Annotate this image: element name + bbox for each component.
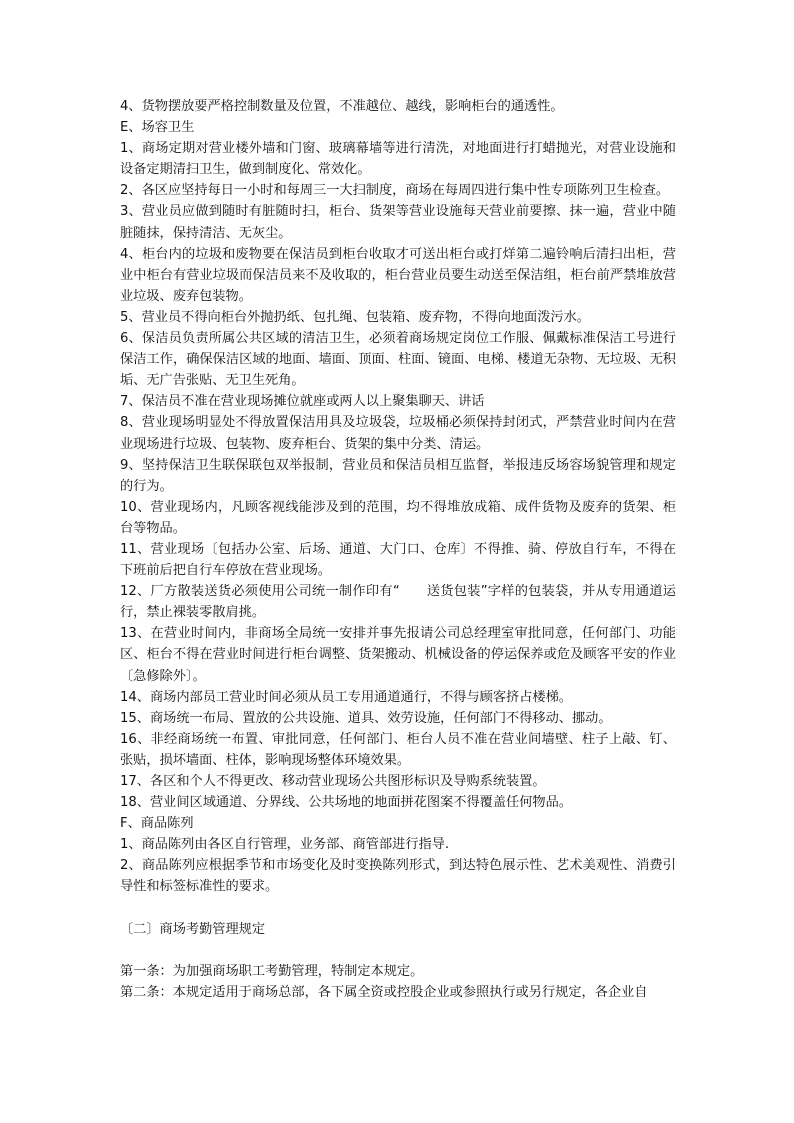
blank-line [120,898,676,919]
paragraph: 15、商场统一布局、置放的公共设施、道具、效劳设施，任何部门不得移动、挪动。 [120,710,612,726]
blank-line [120,940,676,961]
paragraph: 12、厂方散装送货必须使用公司统一制作印有“ 送货包装”字样的包装袋，并从专用通道运行，禁止裸装零散肩挑。 [120,584,676,621]
paragraph: 2、商品陈列应根据季节和市场变化及时变换陈列形式，到达特色展示性、艺术美观性、消费引导性和标签标准性的要求。 [120,858,676,895]
paragraph: 1、商品陈列由各区自行管理，业务部、商管部进行指导. [120,837,450,853]
paragraph: 第二条：本规定适用于商场总部，各下属全资或控股企业或参照执行或另行规定，各企业自 [120,984,648,1000]
paragraph: 7、保洁员不准在营业现场摊位就座或两人以上聚集聊天、讲话 [120,394,485,410]
paragraph: 17、各区和个人不得更改、移动营业现场公共图形标识及导购系统装置。 [120,774,546,789]
paragraph: 4、货物摆放要严格控制数量及位置，不准越位、越线，影响柜台的通透性。 [120,99,564,114]
paragraph: 8、营业现场明显处不得放置保洁用具及垃圾袋，垃圾桶必须保持封闭式，严禁营业时间内在营业现场进行垃圾、包装物、废弃柜台、货架的集中分类、清运。 [120,415,676,452]
paragraph: 4、柜台内的垃圾和废物要在保洁员到柜台收取才可送出柜台或打烊第二遍铃响后清扫出柜，营业中柜台有营业垃圾而保洁员来不及收取的，柜台营业员要生动送至保洁组，柜台前严禁堆放营业垃圾、废弃包装物。 [120,246,676,304]
paragraph: 5、营业员不得向柜台外抛扔纸、包扎绳、包装箱、废弃物，不得向地面泼污水。 [120,309,590,325]
document-body [120,96,676,1003]
paragraph: 13、在营业时间内，非商场全局统一安排并事先报请公司总经理室审批同意，任何部门、功能区、柜台不得在营业时间进行柜台调整、货架搬动、机械设备的停运保养或危及顾客平安的作业〔急修除外〕。 [120,626,676,684]
section-heading-f: F、商品陈列 [120,816,194,832]
paragraph: 6、保洁员负责所属公共区域的清洁卫生，必须着商场规定岗位工作服、佩戴标准保洁工号进行保洁工作，确保保洁区域的地面、墙面、顶面、柱面、镜面、电梯、楼道无杂物、无垃圾、无积垢、无广告张贴、无卫生死角。 [120,331,676,389]
paragraph: 16、非经商场统一布置、审批同意，任何部门、柜台人员不准在营业间墙壁、柱子上敲、钉、张贴，损坏墙面、柱体，影响现场整体环境效果。 [120,731,676,768]
paragraph: 14、商场内部员工营业时间必须从员工专用通道通行，不得与顾客挤占楼梯。 [120,689,572,705]
paragraph: 18、营业间区域通道、分界线、公共场地的地面拼花图案不得覆盖任何物品。 [120,795,572,811]
paragraph: 11、营业现场〔包括办公室、后场、通道、大门口、仓库〕不得推、骑、停放自行车，不得在下班前后把自行车停放在营业现场。 [120,541,676,579]
paragraph: 1、商场定期对营业楼外墙和门窗、玻璃幕墙等进行清洗，对地面进行打蜡抛光，对营业设施和设备定期清扫卫生，做到制度化、常效化。 [120,141,676,178]
paragraph: 10、营业现场内，凡顾客视线能涉及到的范围，均不得堆放成箱、成件货物及废弃的货架、柜台等物品。 [120,499,676,536]
paragraph: 2、各区应坚持每日一小时和每周三一大扫制度，商场在每周四进行集中性专项陈列卫生检查。 [120,183,670,199]
section-heading-e: E、场容卫生 [120,120,195,136]
section-title: 〔二〕商场考勤管理规定 [120,921,266,937]
paragraph: 第一条：为加强商场职工考勤管理，特制定本规定。 [120,963,424,979]
paragraph: 9、坚持保洁卫生联保联包双举报制，营业员和保洁员相互监督，举报违反场容场貌管理和规定的行为。 [120,457,676,494]
paragraph: 3、营业员应做到随时有脏随时扫，柜台、货架等营业设施每天营业前要擦、抹一遍，营业中随脏随抹，保持清洁、无灰尘。 [120,204,676,241]
